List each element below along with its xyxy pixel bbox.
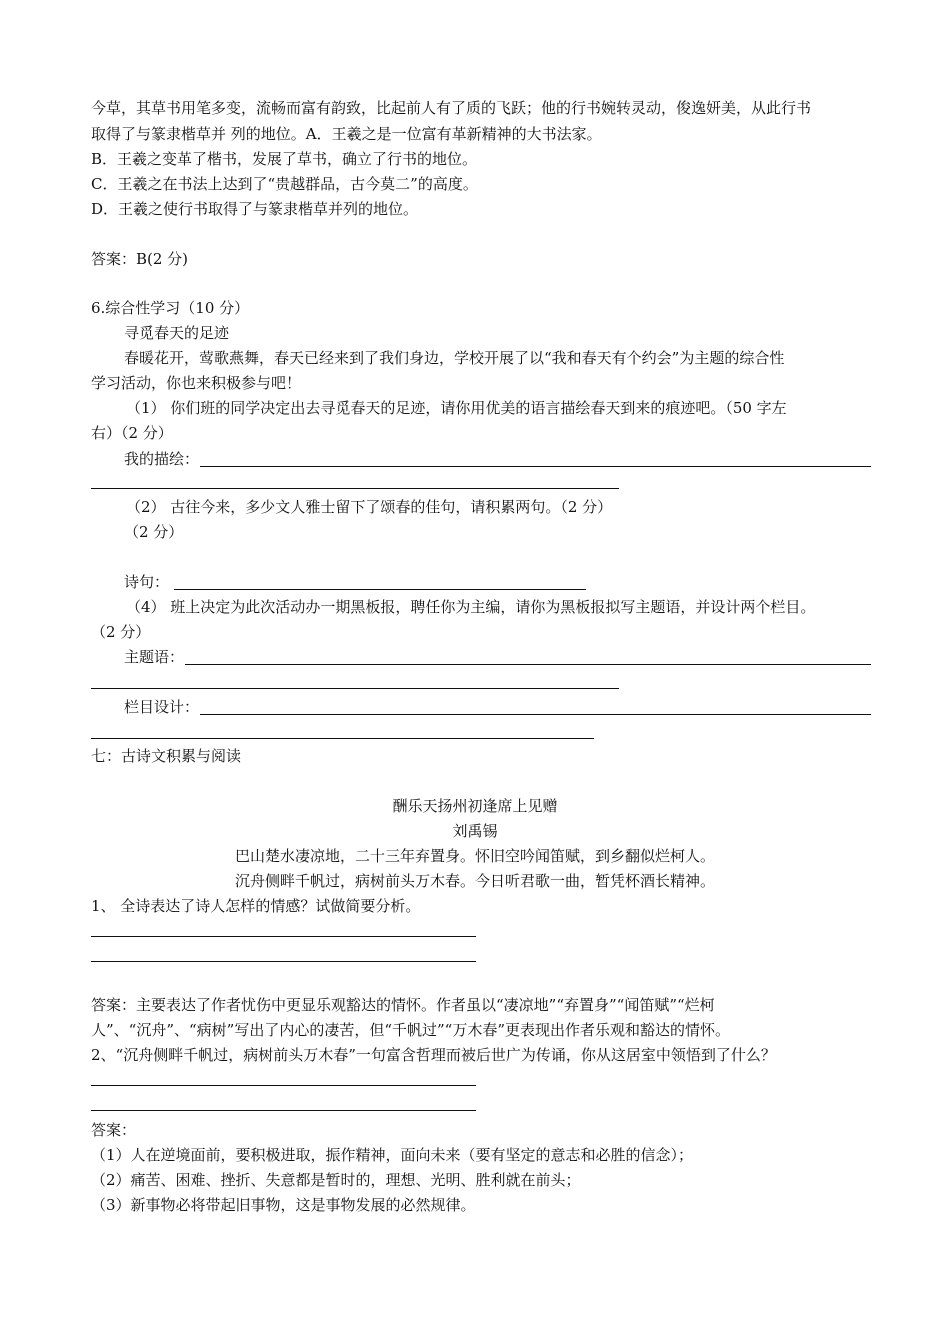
- column-design-answer-line-1[interactable]: [200, 714, 871, 715]
- q6-part4-line-2: （2 分）: [91, 623, 151, 641]
- poem-lines-label: 诗句：: [124, 573, 170, 591]
- poem-lines-answer-line[interactable]: [174, 589, 586, 590]
- sec7-question-1: 1、 全诗表达了诗人怎样的情感？试做简要分析。: [91, 897, 421, 915]
- q5-option-b: B．王羲之变革了楷书，发展了草书，确立了行书的地位。: [91, 150, 478, 168]
- q6-part1-line-1: （1） 你们班的同学决定出去寻觅春天的足迹，请你用优美的语言描绘春天到来的痕迹吧。（50 字左: [126, 399, 787, 417]
- sec7-q1-answer-line-2[interactable]: [91, 961, 476, 962]
- q6-intro-line-2: 学习活动，你也来积极参与吧！: [91, 374, 302, 392]
- sec7-answer-1-line-1: 答案：主要表达了作者忧伤中更显乐观豁达的情怀。作者虽以“凄凉地”“弃置身”“闻笛赋”“烂柯: [91, 996, 715, 1014]
- sec7-answer-2-label: 答案：: [91, 1121, 137, 1139]
- column-design-label: 栏目设计：: [124, 698, 200, 716]
- description-answer-line-2[interactable]: [91, 488, 619, 489]
- description-label: 我的描绘：: [124, 450, 200, 468]
- poem-title: 酬乐天扬州初逢席上见赠: [392, 797, 558, 815]
- section-7-heading: 七：古诗文积累与阅读: [91, 747, 242, 765]
- sec7-q2-answer-line-2[interactable]: [91, 1110, 476, 1111]
- q6-intro-line-1: 春暖花开，莺歌燕舞，春天已经来到了我们身边，学校开展了以“我和春天有个约会”为主题的综合性: [124, 349, 785, 367]
- q5-option-d: D．王羲之使行书取得了与篆隶楷草并列的地位。: [91, 200, 419, 218]
- theme-slogan-answer-line-1[interactable]: [185, 664, 871, 665]
- q6-part1-line-2: 右）（2 分）: [91, 424, 173, 442]
- sec7-answer-2-item-2: （2）痛苦、困难、挫折、失意都是暂时的，理想、光明、胜利就在前头；: [91, 1171, 581, 1189]
- poem-line-2: 沉舟侧畔千帆过，病树前头万木春。今日听君歌一曲，暂凭杯酒长精神。: [234, 872, 715, 890]
- q6-part4-line-1: （4） 班上决定为此次活动办一期黑板报，聘任你为主编，请你为黑板报拟写主题语，并设计两个栏目。: [126, 598, 816, 616]
- q6-part2-line-2: （2 分）: [124, 523, 184, 541]
- q6-part2-line-1: （2） 古往今来，多少文人雅士留下了颂春的佳句，请积累两句。（2 分）: [126, 498, 613, 516]
- sec7-answer-1-line-2: 人”、“沉舟”、“病树”写出了内心的凄苦，但“千帆过”“万木春”更表现出作者乐观和豁达的情怀。: [91, 1021, 731, 1039]
- theme-slogan-answer-line-2[interactable]: [91, 688, 619, 689]
- sec7-question-2: 2、“沉舟侧畔千帆过，病树前头万木春”一句富含哲理而被后世广为传诵，你从这居室中领悟到了什么？: [91, 1046, 776, 1064]
- column-design-answer-line-2[interactable]: [91, 738, 594, 739]
- sec7-q1-answer-line-1[interactable]: [91, 936, 476, 937]
- poem-line-1: 巴山楚水凄凉地，二十三年弃置身。怀旧空吟闻笛赋，到乡翻似烂柯人。: [234, 847, 715, 865]
- q5-text-line-2: 取得了与篆隶楷草并 列的地位。A．王羲之是一位富有革新精神的大书法家。: [91, 125, 602, 143]
- q6-subtitle: 寻觅春天的足迹: [124, 324, 230, 342]
- sec7-answer-2-item-1: （1）人在逆境面前，要积极进取，振作精神，面向未来（要有坚定的意志和必胜的信念）；: [91, 1146, 694, 1164]
- description-answer-line-1[interactable]: [200, 466, 871, 467]
- q5-text-line-1: 今草，其草书用笔多变，流畅而富有韵致，比起前人有了质的飞跃；他的行书婉转灵动，俊逸妍美，从此行书: [91, 99, 812, 117]
- poem-author: 刘禹锡: [452, 822, 498, 840]
- q6-title: 6.综合性学习（10 分）: [91, 299, 250, 317]
- q5-answer: 答案：B(2 分): [91, 250, 189, 268]
- theme-slogan-label: 主题语：: [124, 648, 185, 666]
- sec7-q2-answer-line-1[interactable]: [91, 1085, 476, 1086]
- q5-option-c: C．王羲之在书法上达到了“贵越群品，古今莫二”的高度。: [91, 175, 478, 193]
- sec7-answer-2-item-3: （3）新事物必将带起旧事物，这是事物发展的必然规律。: [91, 1196, 476, 1214]
